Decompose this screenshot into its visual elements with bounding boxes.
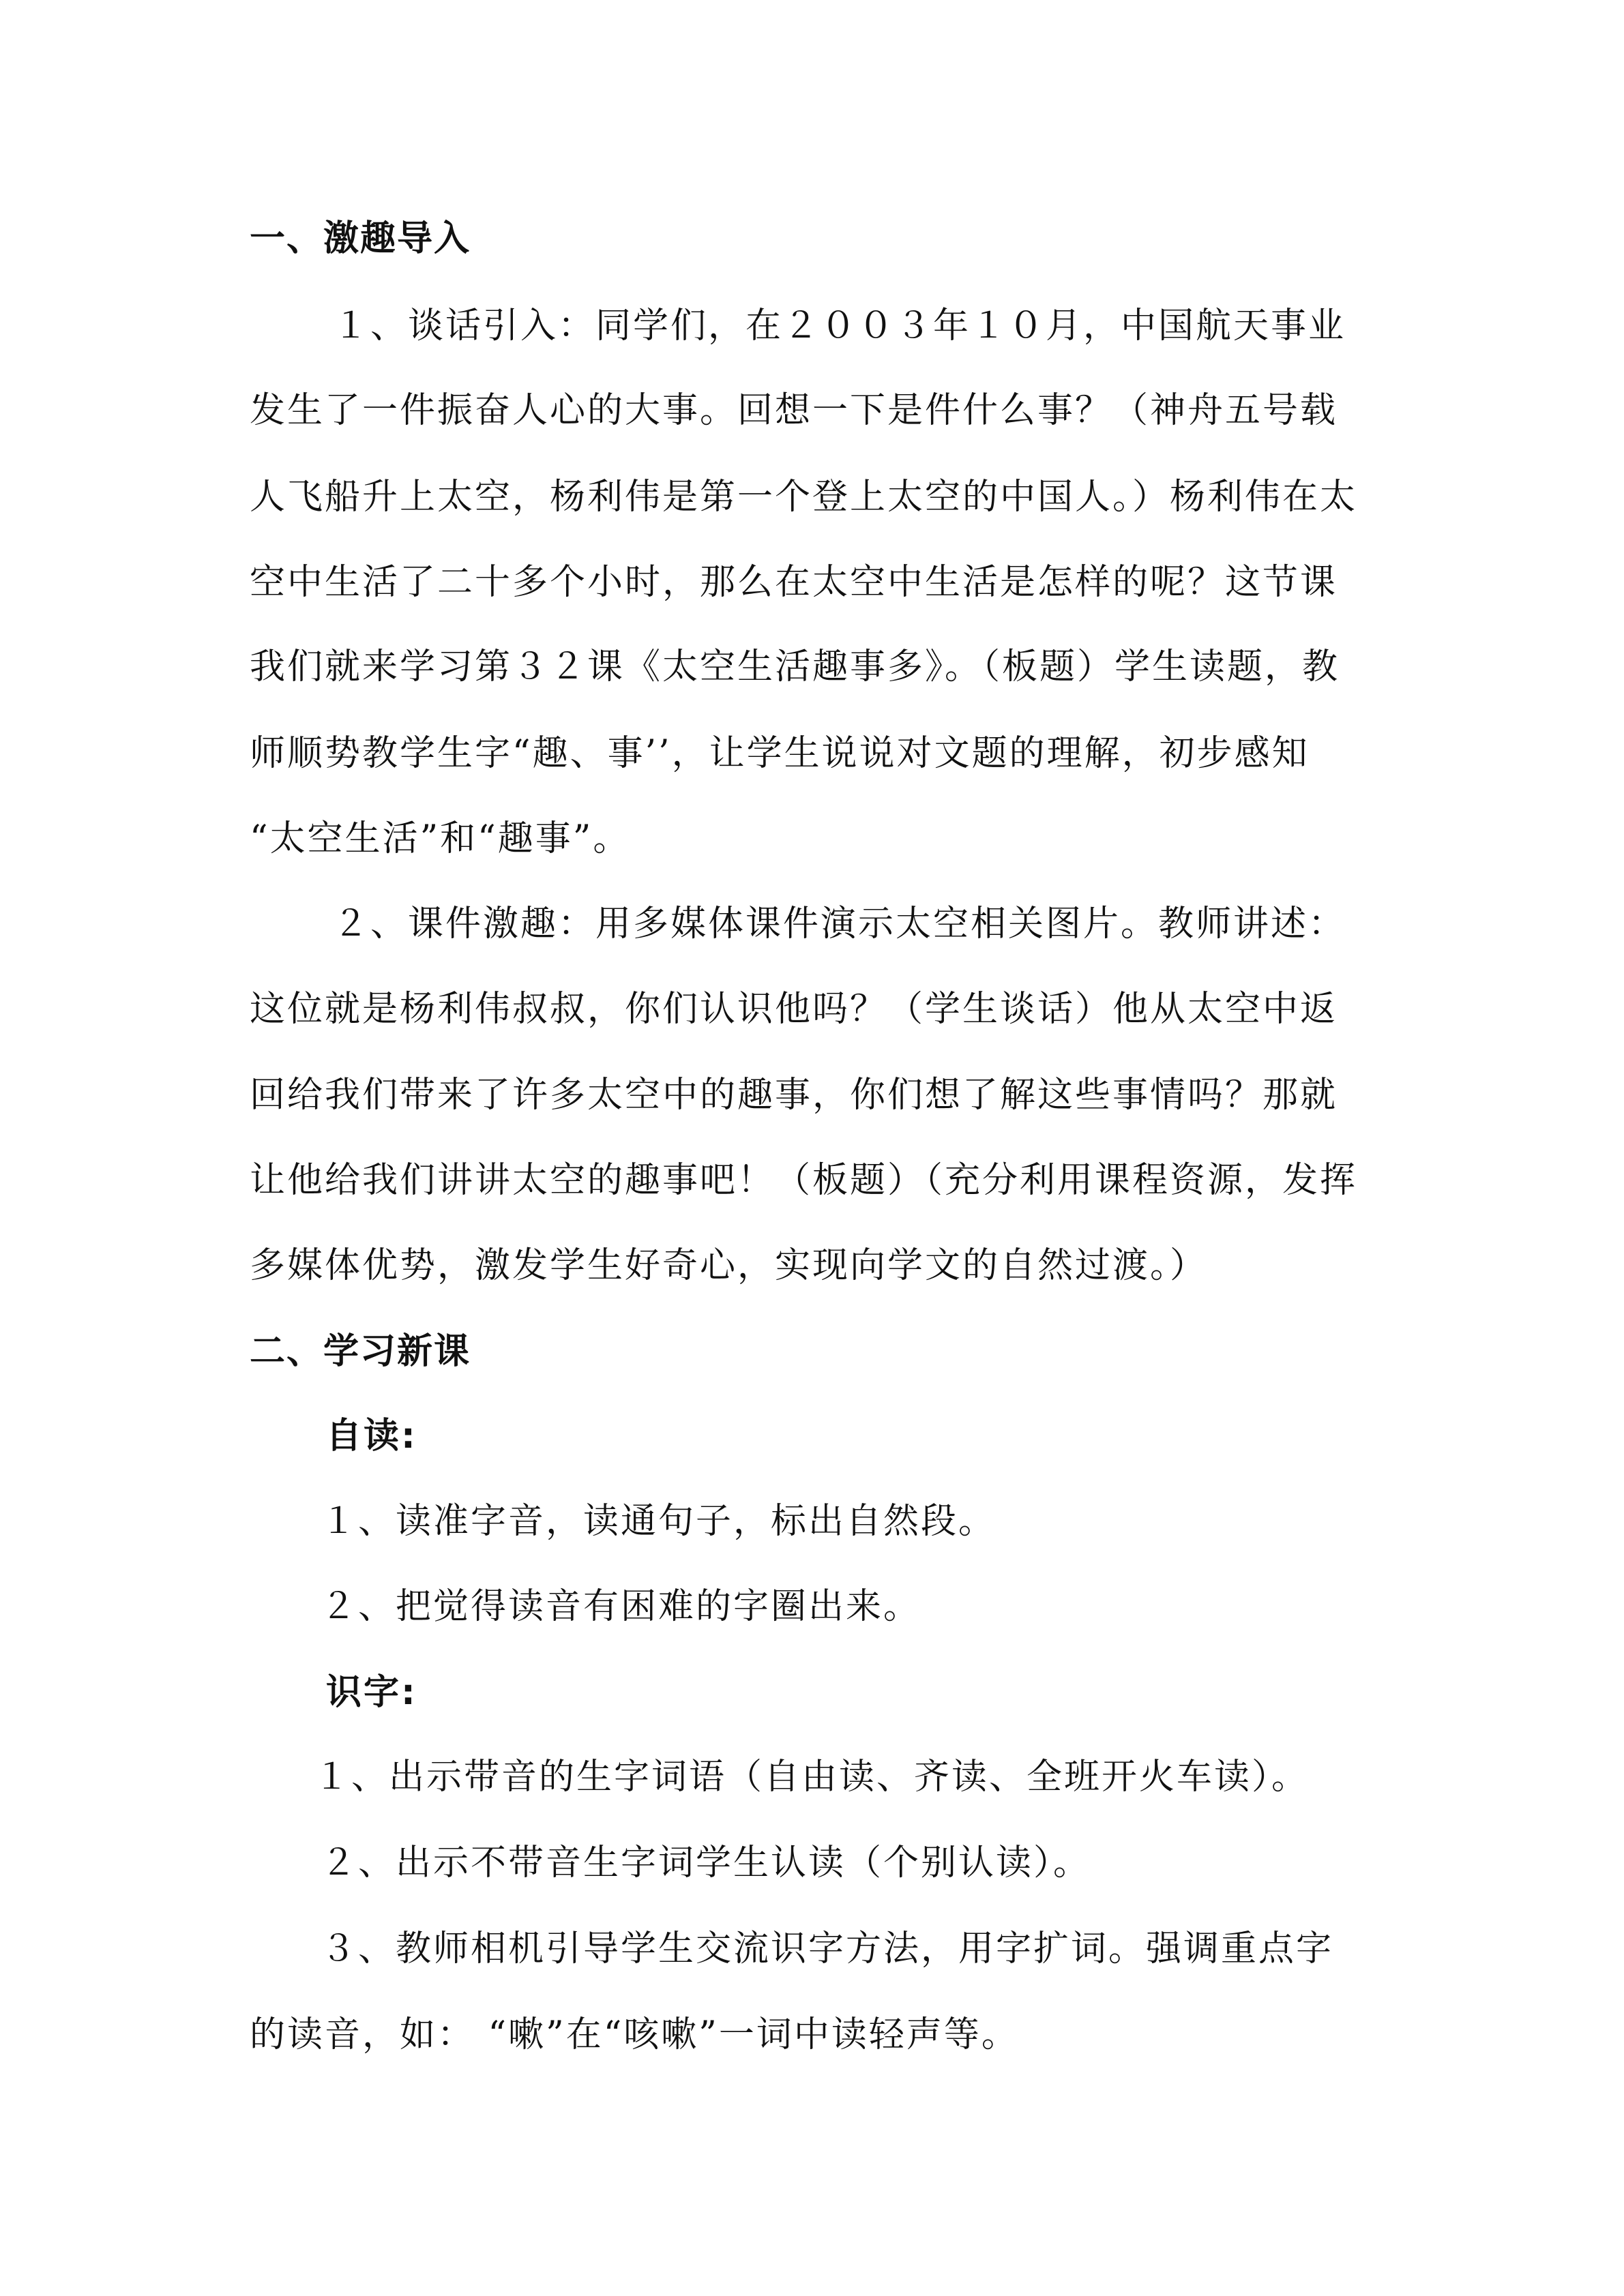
paragraph-line: 师顺势教学生字“趣、事’’，让学生说说对文题的理解，初步感知 (250, 733, 1310, 774)
list-item: ３、教师相机引导学生交流识字方法，用字扩词。强调重点字 (321, 1928, 1334, 1969)
subheading-literacy: 识字: (326, 1672, 417, 1713)
paragraph-line: 人飞船升上太空，杨利伟是第一个登上太空的中国人。）杨利伟在太 (250, 477, 1358, 518)
subheading-self-read: 自读: (326, 1416, 417, 1457)
paragraph-line: 多媒体优势，激发学生好奇心，实现向学文的自然过渡。） (250, 1245, 1208, 1286)
list-item: 的读音，如： “嗽”在“咳嗽”一词中读轻声等。 (250, 2014, 1019, 2055)
paragraph-line: 我们就来学习第３２课《太空生活趣事多》。（板题）学生读题，教 (250, 646, 1340, 687)
paragraph-line: ２、课件激趣：用多媒体课件演示太空相关图片。教师讲述： (333, 904, 1346, 944)
paragraph-line: 回给我们带来了许多太空中的趣事，你们想了解这些事情吗？那就 (250, 1075, 1338, 1116)
list-item: １、读准字音，读通句子，标出自然段。 (321, 1501, 996, 1542)
paragraph-line: 这位就是杨利伟叔叔，你们认识他吗？（学生谈话）他从太空中返 (250, 989, 1338, 1030)
paragraph-line: 发生了一件振奋人心的大事。回想一下是件什么事？（神舟五号载 (250, 390, 1338, 431)
paragraph-line: 空中生活了二十多个小时，那么在太空中生活是怎样的呢？这节课 (250, 562, 1338, 603)
list-item: ２、把觉得读音有困难的字圈出来。 (321, 1586, 921, 1627)
paragraph-line: “太空生活”和“趣事”。 (250, 818, 631, 859)
paragraph-line: １、谈话引入：同学们，在２００３年１０月，中国航天事业 (333, 305, 1346, 346)
section-heading-new-lesson: 二、学习新课 (250, 1331, 471, 1372)
list-item: ２、出示不带音生字词学生认读（个别认读）。 (321, 1843, 1091, 1883)
paragraph-line: 让他给我们讲讲太空的趣事吧！（板题）（充分利用课程资源，发挥 (250, 1160, 1358, 1201)
section-heading-intro: 一、激趣导入 (250, 218, 471, 259)
list-item: １、出示带音的生字词语（自由读、齐读、全班开火车读）。 (314, 1757, 1310, 1798)
